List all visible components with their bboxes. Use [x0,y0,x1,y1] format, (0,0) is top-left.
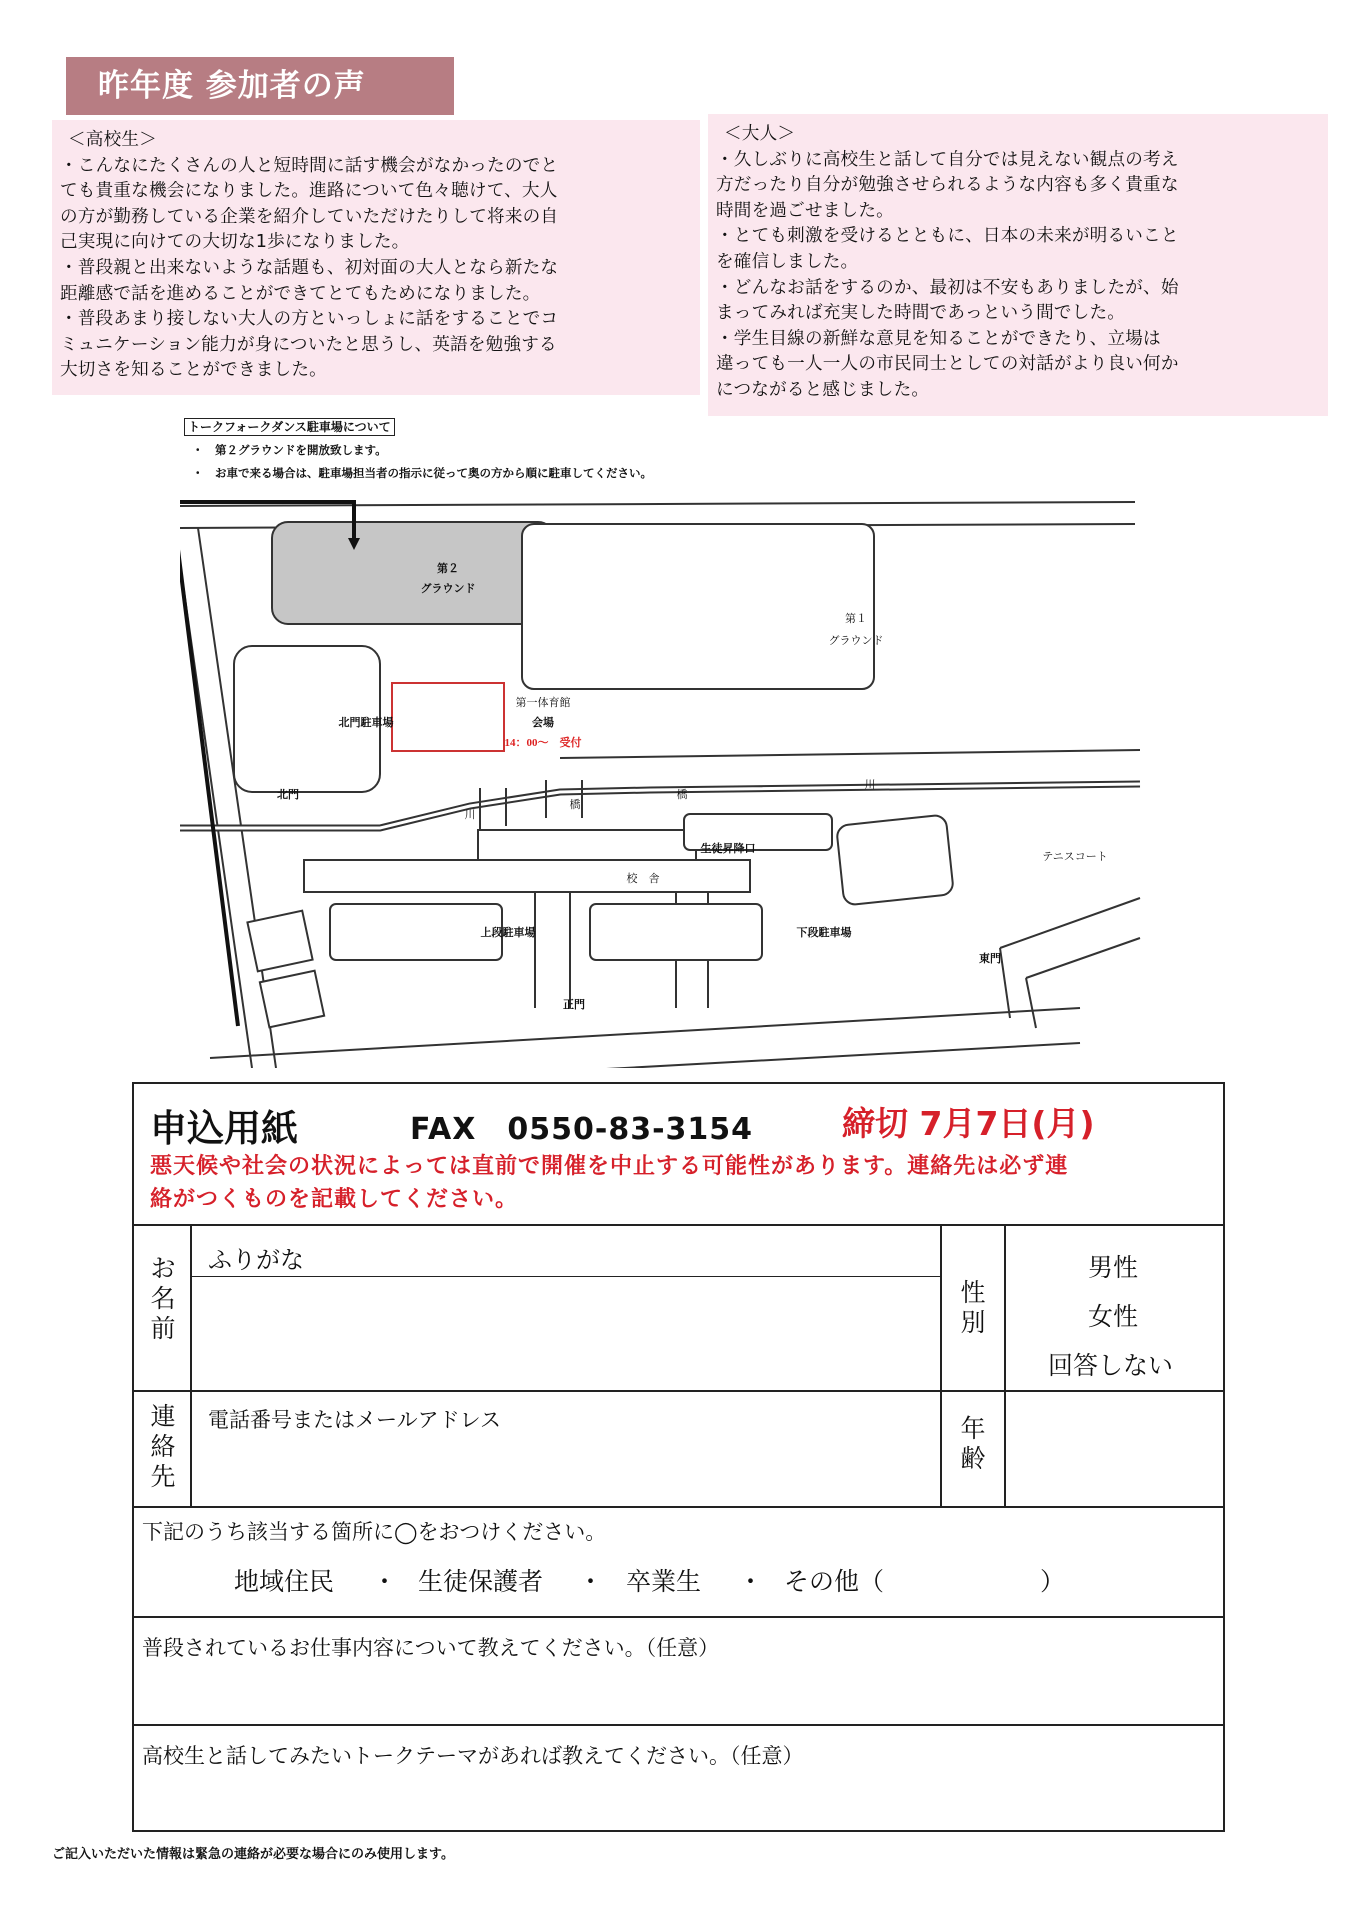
age-label-char: 年 [960,1414,986,1443]
parking-title: トークフォークダンス駐車場について [184,418,395,436]
name-label-char: 名 [150,1284,176,1313]
student-voice-line: ミュニケーション能力が身についたと思うし、英語を勉強する [60,334,557,355]
category-option-resident[interactable]: 地域住民 [234,1567,335,1596]
map-label-venue: 会場 [532,717,554,729]
map-gym [392,683,504,751]
adult-voice-line: 違っても一人一人の市民同士としての対話がより良い何か [716,354,1179,375]
map-label-tennis: テニスコート [1042,851,1108,863]
student-voice-line: ・普段親と出来ないような話題も、初対面の大人となら新たな [60,257,559,278]
map-label-lower-parking: 下段駐車場 [796,927,852,939]
map-entrance [478,830,696,860]
form-rule [134,1724,1225,1726]
contact-field[interactable]: 電話番号またはメールアドレス [208,1408,501,1432]
map-label-ground1-num: 第１ [845,613,867,625]
map-label-entrance: 生徒昇降口 [700,843,756,855]
contact-label-char: 絡 [150,1432,176,1461]
talk-theme-field[interactable]: 高校生と話してみたいトークテーマがあれば教えてください。（任意） [142,1744,804,1768]
age-label-char: 齢 [960,1444,986,1473]
category-other-close: ） [1040,1567,1066,1596]
privacy-note: ご記入いただいた情報は緊急の連絡が必要な場合にのみ使用します。 [52,1847,454,1862]
form-rule [134,1224,1225,1226]
map-label-upper-parking: 上段駐車場 [480,927,536,939]
map-label-east-gate: 東門 [979,953,1001,965]
map-road [1000,948,1010,1018]
adult-voice-line: まってみれば充実した時間であっという間でした。 [716,303,1126,324]
adult-voice-line: ・学生目線の新鮮な意見を知ることができたり、立場は [716,328,1161,349]
form-deadline: 締切 7月7日(月) [842,1104,1095,1143]
map-small-lot [247,911,312,972]
parking-note: ・ お車で来る場合は、駐車場担当者の指示に従って奥の方から順に駐車してください。 [192,466,652,480]
form-warning-line: 悪天候や社会の状況によっては直前で開催を中止する可能性があります。連絡先は必ず連 [150,1154,1069,1179]
map-label-gym: 第一体育館 [515,697,571,709]
adult-voices-heading: ＜大人＞ [724,124,796,144]
gender-label [956,1278,990,1338]
adult-voice-line: につながると感じました。 [716,379,930,400]
category-separator: ・ [738,1567,764,1596]
student-voice-line: 距離感で話を進めることができてとてもためになりました。 [60,283,541,304]
form-title: 申込用紙 [150,1107,298,1150]
map-small-lot [260,971,324,1028]
student-voices [60,128,700,384]
map-second-ground [272,522,554,624]
student-voice-line: ・普段あまり接しない大人の方といっしょに話をすることでコ [60,309,559,330]
age-label [956,1414,990,1474]
map-lower-parking [590,904,762,960]
gender-option-male[interactable]: 男性 [1088,1253,1139,1282]
student-voice-line: 大切さを知ることができました。 [60,360,327,381]
furigana-field[interactable]: ふりがな [208,1246,304,1274]
student-voice-line: 己実現に向けての大切な1歩になりました。 [60,232,410,253]
student-voice-line: ても貴重な機会になりました。進路について色々聴けて、大人 [60,181,558,202]
map-upper-parking [330,904,502,960]
map-road [180,528,252,1068]
map-label-ground2-name: グラウンド [420,583,476,595]
gender-option-female[interactable]: 女性 [1088,1302,1139,1331]
map-label-river: 川 [864,779,876,791]
map-label-river: 川 [464,809,476,821]
category-option-graduate[interactable]: 卒業生 [626,1567,702,1596]
contact-label-char: 連 [150,1402,176,1431]
map-road [1026,978,1036,1028]
form-rule [134,1506,1225,1508]
parking-note: ・ 第２グラウンドを開放致します。 [192,443,387,457]
student-voice-line: ・こんなにたくさんの人と短時間に話す機会がなかったのでと [60,155,559,176]
map-road [260,1043,1080,1068]
map-label-north-parking: 北門駐車場 [338,717,394,729]
contact-label-char: 先 [150,1462,176,1491]
application-form [132,1082,1225,1832]
adult-voice-line: ・どんなお話をするのか、最初は不安もありましたが、始 [716,277,1179,298]
student-voices-heading: ＜高校生＞ [68,130,157,150]
name-label-char: お [150,1254,176,1283]
form-rule [134,1616,1225,1618]
adult-voice-line: を確信しました。 [716,251,859,272]
map-road [560,750,1140,758]
form-rule [940,1224,942,1506]
map-label-ground2-num: 第２ [437,563,459,575]
age-field[interactable] [1006,1392,1222,1504]
voices-banner: 昨年度 参加者の声 [66,57,454,115]
adult-voice-line: ・とても刺激を受けるとともに、日本の未来が明るいこと [716,226,1179,247]
adult-voice-line: 方だったり自分が勉強させられるような内容も多く貴重な [716,175,1179,196]
map-label-north-gate: 北門 [277,789,299,801]
name-label-char: 前 [150,1314,176,1343]
map-label-main-gate: 正門 [563,999,585,1011]
map-school-building [304,860,750,892]
form-warning-line: 絡がつくものを記載してください。 [150,1187,519,1212]
map-road [1026,938,1140,978]
student-voice-line: の方が勤務している企業を紹介していただけたりして将来の自 [60,206,559,227]
form-warning [150,1150,1210,1216]
form-fax: FAX 0550-83-3154 [410,1112,754,1147]
adult-voices [716,122,1326,404]
job-field[interactable]: 普段されているお仕事内容について教えてください。（任意） [142,1636,720,1660]
category-option-guardian[interactable]: 生徒保護者 [418,1567,544,1596]
name-label [146,1254,180,1344]
map-label-bridge: 橋 [676,789,688,801]
category-separator: ・ [372,1567,398,1596]
map-label-ground1-name: グラウンド [828,635,884,647]
adult-voice-line: ・久しぶりに高校生と話して自分では見えない観点の考え [716,149,1179,170]
gender-label-char: 性 [960,1278,986,1307]
campus-map [180,488,1180,1068]
map-road [1000,898,1140,948]
map-label-school: 校 舎 [626,873,660,885]
map-label-reception: 14：00～ 受付 [504,737,582,749]
contact-label [146,1402,180,1492]
category-separator: ・ [578,1567,604,1596]
form-rule [192,1276,940,1277]
category-prompt: 下記のうち該当する箇所に◯をおつけください。 [142,1520,607,1544]
name-field[interactable] [192,1278,938,1388]
category-option-other[interactable]: その他（ [784,1567,885,1596]
gender-option-no-answer[interactable]: 回答しない [1048,1351,1174,1380]
map-tennis-court [836,814,954,905]
gender-label-char: 別 [960,1308,986,1337]
adult-voice-line: 時間を過ごせました。 [716,200,894,221]
map-first-ground [522,524,874,689]
map-label-bridge: 橋 [569,799,581,811]
